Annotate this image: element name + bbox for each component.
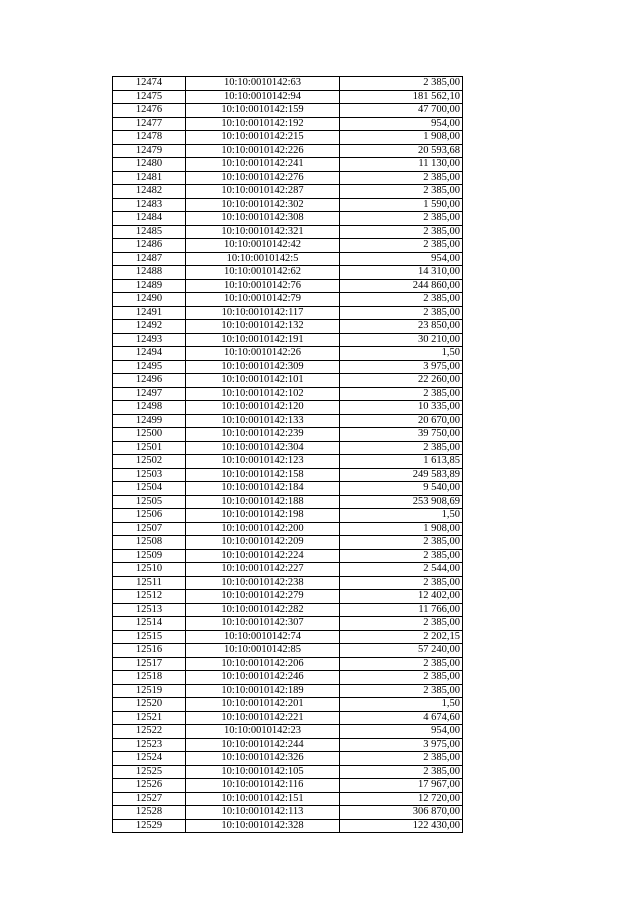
table-row (113, 212, 463, 226)
row-number-cell: 12492 (113, 320, 186, 334)
cadastral-number-cell: 10:10:0010142:287 (186, 185, 340, 199)
cadastral-number-cell: 10:10:0010142:244 (186, 738, 340, 752)
table-row (113, 536, 463, 550)
cadastral-value-cell: 4 674,60 (340, 711, 463, 725)
row-number-cell: 12521 (113, 711, 186, 725)
cadastral-number-cell: 10:10:0010142:188 (186, 495, 340, 509)
table-row (113, 495, 463, 509)
cadastral-value-cell: 57 240,00 (340, 644, 463, 658)
row-number-cell: 12498 (113, 401, 186, 415)
row-number-cell: 12480 (113, 158, 186, 172)
row-number-cell: 12497 (113, 387, 186, 401)
table-row (113, 549, 463, 563)
cadastral-number-cell: 10:10:0010142:123 (186, 455, 340, 469)
cadastral-value-cell: 30 210,00 (340, 333, 463, 347)
row-number-cell: 12523 (113, 738, 186, 752)
cadastral-value-cell: 2 385,00 (340, 185, 463, 199)
cadastral-value-table (112, 76, 463, 833)
table-row (113, 617, 463, 631)
row-number-cell: 12522 (113, 725, 186, 739)
cadastral-value-cell: 20 593,68 (340, 144, 463, 158)
row-number-cell: 12529 (113, 819, 186, 833)
table-row (113, 360, 463, 374)
cadastral-number-cell: 10:10:0010142:151 (186, 792, 340, 806)
table-row (113, 441, 463, 455)
row-number-cell: 12509 (113, 549, 186, 563)
table-row (113, 171, 463, 185)
table-row (113, 644, 463, 658)
table-row (113, 738, 463, 752)
cadastral-value-cell: 3 975,00 (340, 738, 463, 752)
row-number-cell: 12474 (113, 77, 186, 91)
table-row (113, 239, 463, 253)
row-number-cell: 12516 (113, 644, 186, 658)
row-number-cell: 12501 (113, 441, 186, 455)
cadastral-value-cell: 1,50 (340, 509, 463, 523)
cadastral-value-cell: 11 766,00 (340, 603, 463, 617)
cadastral-number-cell: 10:10:0010142:326 (186, 752, 340, 766)
cadastral-value-cell: 249 583,89 (340, 468, 463, 482)
cadastral-number-cell: 10:10:0010142:209 (186, 536, 340, 550)
row-number-cell: 12489 (113, 279, 186, 293)
row-number-cell: 12481 (113, 171, 186, 185)
cadastral-number-cell: 10:10:0010142:105 (186, 765, 340, 779)
cadastral-value-cell: 2 385,00 (340, 306, 463, 320)
row-number-cell: 12500 (113, 428, 186, 442)
row-number-cell: 12475 (113, 90, 186, 104)
cadastral-value-cell: 306 870,00 (340, 806, 463, 820)
table-row (113, 468, 463, 482)
cadastral-value-cell: 954,00 (340, 725, 463, 739)
row-number-cell: 12513 (113, 603, 186, 617)
cadastral-number-cell: 10:10:0010142:309 (186, 360, 340, 374)
cadastral-number-cell: 10:10:0010142:246 (186, 671, 340, 685)
cadastral-number-cell: 10:10:0010142:79 (186, 293, 340, 307)
cadastral-number-cell: 10:10:0010142:42 (186, 239, 340, 253)
cadastral-number-cell: 10:10:0010142:328 (186, 819, 340, 833)
cadastral-value-cell: 2 385,00 (340, 617, 463, 631)
cadastral-number-cell: 10:10:0010142:198 (186, 509, 340, 523)
row-number-cell: 12478 (113, 131, 186, 145)
cadastral-number-cell: 10:10:0010142:76 (186, 279, 340, 293)
cadastral-number-cell: 10:10:0010142:227 (186, 563, 340, 577)
cadastral-number-cell: 10:10:0010142:62 (186, 266, 340, 280)
row-number-cell: 12508 (113, 536, 186, 550)
cadastral-number-cell: 10:10:0010142:113 (186, 806, 340, 820)
table-row (113, 117, 463, 131)
cadastral-value-cell: 2 385,00 (340, 293, 463, 307)
table-row (113, 792, 463, 806)
table-row (113, 522, 463, 536)
cadastral-number-cell: 10:10:0010142:94 (186, 90, 340, 104)
table-row (113, 698, 463, 712)
table-row (113, 455, 463, 469)
cadastral-number-cell: 10:10:0010142:120 (186, 401, 340, 415)
row-number-cell: 12512 (113, 590, 186, 604)
table-row (113, 509, 463, 523)
cadastral-value-cell: 2 385,00 (340, 239, 463, 253)
table-body (113, 77, 463, 833)
table-row (113, 657, 463, 671)
row-number-cell: 12511 (113, 576, 186, 590)
cadastral-value-cell: 2 385,00 (340, 576, 463, 590)
cadastral-number-cell: 10:10:0010142:321 (186, 225, 340, 239)
cadastral-number-cell: 10:10:0010142:132 (186, 320, 340, 334)
cadastral-number-cell: 10:10:0010142:279 (186, 590, 340, 604)
table-row (113, 819, 463, 833)
row-number-cell: 12504 (113, 482, 186, 496)
cadastral-number-cell: 10:10:0010142:74 (186, 630, 340, 644)
cadastral-value-cell: 2 385,00 (340, 77, 463, 91)
cadastral-value-cell: 181 562,10 (340, 90, 463, 104)
row-number-cell: 12514 (113, 617, 186, 631)
cadastral-value-cell: 2 385,00 (340, 765, 463, 779)
table-row (113, 374, 463, 388)
cadastral-value-cell: 47 700,00 (340, 104, 463, 118)
table-row (113, 671, 463, 685)
row-number-cell: 12505 (113, 495, 186, 509)
table-row (113, 576, 463, 590)
table-row (113, 428, 463, 442)
cadastral-value-cell: 1 908,00 (340, 522, 463, 536)
table-row (113, 333, 463, 347)
row-number-cell: 12527 (113, 792, 186, 806)
table-row (113, 320, 463, 334)
row-number-cell: 12483 (113, 198, 186, 212)
cadastral-number-cell: 10:10:0010142:26 (186, 347, 340, 361)
cadastral-number-cell: 10:10:0010142:241 (186, 158, 340, 172)
table-row (113, 765, 463, 779)
cadastral-number-cell: 10:10:0010142:117 (186, 306, 340, 320)
table-row (113, 131, 463, 145)
table-row (113, 414, 463, 428)
table-row (113, 198, 463, 212)
cadastral-value-cell: 17 967,00 (340, 779, 463, 793)
row-number-cell: 12520 (113, 698, 186, 712)
row-number-cell: 12518 (113, 671, 186, 685)
cadastral-value-cell: 14 310,00 (340, 266, 463, 280)
row-number-cell: 12479 (113, 144, 186, 158)
row-number-cell: 12482 (113, 185, 186, 199)
cadastral-number-cell: 10:10:0010142:192 (186, 117, 340, 131)
table-row (113, 266, 463, 280)
cadastral-number-cell: 10:10:0010142:239 (186, 428, 340, 442)
table-row (113, 752, 463, 766)
cadastral-number-cell: 10:10:0010142:5 (186, 252, 340, 266)
cadastral-value-cell: 253 908,69 (340, 495, 463, 509)
cadastral-number-cell: 10:10:0010142:224 (186, 549, 340, 563)
table-row (113, 630, 463, 644)
cadastral-number-cell: 10:10:0010142:226 (186, 144, 340, 158)
table-row (113, 347, 463, 361)
table-row (113, 563, 463, 577)
cadastral-value-cell: 2 385,00 (340, 212, 463, 226)
cadastral-value-cell: 954,00 (340, 117, 463, 131)
cadastral-number-cell: 10:10:0010142:206 (186, 657, 340, 671)
cadastral-number-cell: 10:10:0010142:102 (186, 387, 340, 401)
row-number-cell: 12519 (113, 684, 186, 698)
row-number-cell: 12528 (113, 806, 186, 820)
row-number-cell: 12496 (113, 374, 186, 388)
row-number-cell: 12507 (113, 522, 186, 536)
cadastral-value-cell: 1,50 (340, 347, 463, 361)
cadastral-value-cell: 2 544,00 (340, 563, 463, 577)
table-row (113, 252, 463, 266)
table-row (113, 725, 463, 739)
row-number-cell: 12515 (113, 630, 186, 644)
cadastral-value-cell: 2 385,00 (340, 549, 463, 563)
table-row (113, 104, 463, 118)
row-number-cell: 12487 (113, 252, 186, 266)
cadastral-number-cell: 10:10:0010142:308 (186, 212, 340, 226)
table-row (113, 90, 463, 104)
row-number-cell: 12485 (113, 225, 186, 239)
row-number-cell: 12506 (113, 509, 186, 523)
cadastral-value-cell: 12 720,00 (340, 792, 463, 806)
cadastral-value-cell: 3 975,00 (340, 360, 463, 374)
cadastral-number-cell: 10:10:0010142:191 (186, 333, 340, 347)
row-number-cell: 12502 (113, 455, 186, 469)
table-row (113, 77, 463, 91)
row-number-cell: 12525 (113, 765, 186, 779)
cadastral-value-cell: 2 385,00 (340, 752, 463, 766)
cadastral-number-cell: 10:10:0010142:184 (186, 482, 340, 496)
cadastral-value-cell: 2 385,00 (340, 536, 463, 550)
cadastral-number-cell: 10:10:0010142:238 (186, 576, 340, 590)
cadastral-value-cell: 2 202,15 (340, 630, 463, 644)
table-row (113, 590, 463, 604)
row-number-cell: 12499 (113, 414, 186, 428)
row-number-cell: 12526 (113, 779, 186, 793)
table-row (113, 711, 463, 725)
table-row (113, 684, 463, 698)
cadastral-value-cell: 954,00 (340, 252, 463, 266)
row-number-cell: 12510 (113, 563, 186, 577)
cadastral-number-cell: 10:10:0010142:159 (186, 104, 340, 118)
table-row (113, 482, 463, 496)
cadastral-number-cell: 10:10:0010142:302 (186, 198, 340, 212)
cadastral-value-cell: 9 540,00 (340, 482, 463, 496)
table-row (113, 185, 463, 199)
table-row (113, 144, 463, 158)
cadastral-number-cell: 10:10:0010142:158 (186, 468, 340, 482)
table-row (113, 387, 463, 401)
cadastral-number-cell: 10:10:0010142:307 (186, 617, 340, 631)
row-number-cell: 12494 (113, 347, 186, 361)
cadastral-value-cell: 1 613,85 (340, 455, 463, 469)
table-row (113, 603, 463, 617)
table-row (113, 293, 463, 307)
cadastral-value-cell: 22 260,00 (340, 374, 463, 388)
row-number-cell: 12503 (113, 468, 186, 482)
table-row (113, 279, 463, 293)
cadastral-value-cell: 2 385,00 (340, 684, 463, 698)
cadastral-value-cell: 23 850,00 (340, 320, 463, 334)
cadastral-value-cell: 11 130,00 (340, 158, 463, 172)
cadastral-value-cell: 2 385,00 (340, 671, 463, 685)
cadastral-value-cell: 1 908,00 (340, 131, 463, 145)
cadastral-number-cell: 10:10:0010142:200 (186, 522, 340, 536)
table-row (113, 806, 463, 820)
row-number-cell: 12488 (113, 266, 186, 280)
cadastral-value-cell: 2 385,00 (340, 171, 463, 185)
row-number-cell: 12495 (113, 360, 186, 374)
cadastral-number-cell: 10:10:0010142:23 (186, 725, 340, 739)
cadastral-value-cell: 20 670,00 (340, 414, 463, 428)
cadastral-value-cell: 10 335,00 (340, 401, 463, 415)
cadastral-number-cell: 10:10:0010142:276 (186, 171, 340, 185)
cadastral-value-cell: 244 860,00 (340, 279, 463, 293)
cadastral-number-cell: 10:10:0010142:221 (186, 711, 340, 725)
row-number-cell: 12484 (113, 212, 186, 226)
cadastral-value-cell: 39 750,00 (340, 428, 463, 442)
cadastral-value-cell: 2 385,00 (340, 387, 463, 401)
row-number-cell: 12493 (113, 333, 186, 347)
cadastral-number-cell: 10:10:0010142:63 (186, 77, 340, 91)
cadastral-number-cell: 10:10:0010142:133 (186, 414, 340, 428)
row-number-cell: 12476 (113, 104, 186, 118)
row-number-cell: 12517 (113, 657, 186, 671)
cadastral-value-cell: 1 590,00 (340, 198, 463, 212)
row-number-cell: 12524 (113, 752, 186, 766)
cadastral-number-cell: 10:10:0010142:116 (186, 779, 340, 793)
cadastral-value-cell: 2 385,00 (340, 657, 463, 671)
cadastral-value-cell: 2 385,00 (340, 441, 463, 455)
table-row (113, 779, 463, 793)
cadastral-number-cell: 10:10:0010142:189 (186, 684, 340, 698)
cadastral-number-cell: 10:10:0010142:201 (186, 698, 340, 712)
cadastral-value-cell: 12 402,00 (340, 590, 463, 604)
table-row (113, 306, 463, 320)
row-number-cell: 12486 (113, 239, 186, 253)
cadastral-number-cell: 10:10:0010142:215 (186, 131, 340, 145)
cadastral-number-cell: 10:10:0010142:282 (186, 603, 340, 617)
row-number-cell: 12491 (113, 306, 186, 320)
cadastral-value-cell: 2 385,00 (340, 225, 463, 239)
table-row (113, 401, 463, 415)
cadastral-number-cell: 10:10:0010142:85 (186, 644, 340, 658)
cadastral-value-cell: 122 430,00 (340, 819, 463, 833)
row-number-cell: 12477 (113, 117, 186, 131)
cadastral-value-cell: 1,50 (340, 698, 463, 712)
cadastral-number-cell: 10:10:0010142:101 (186, 374, 340, 388)
row-number-cell: 12490 (113, 293, 186, 307)
cadastral-number-cell: 10:10:0010142:304 (186, 441, 340, 455)
table-row (113, 158, 463, 172)
table-row (113, 225, 463, 239)
